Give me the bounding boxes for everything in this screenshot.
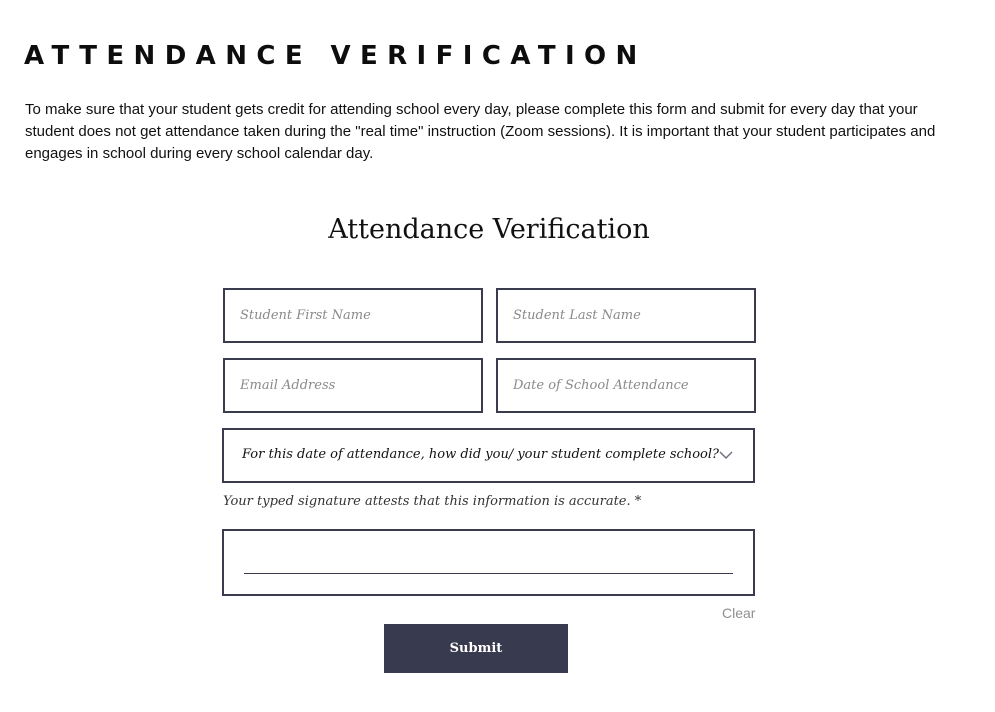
email-address-input[interactable] bbox=[223, 358, 483, 413]
signature-line bbox=[244, 573, 733, 574]
form-title: Attendance Verification bbox=[328, 214, 650, 245]
chevron-down-icon bbox=[719, 449, 733, 461]
completion-method-dropdown[interactable] bbox=[222, 428, 755, 483]
intro-text: To make sure that your student gets credit for attending school every day, please complete this form and submit for every day that your student does not get attendance taken during the "real time" instruction (Zoom sessions). It is important that your student participates and engages in school during every school calendar day. bbox=[25, 101, 936, 162]
dropdown-selected-label: For this date of attendance, how did you/ your student complete school? bbox=[242, 447, 719, 462]
attendance-date-input[interactable] bbox=[496, 358, 756, 413]
clear-signature-link[interactable]: Clear bbox=[722, 605, 756, 621]
page-heading: ATTENDANCE VERIFICATION bbox=[24, 41, 647, 71]
student-last-name-input[interactable] bbox=[496, 288, 756, 343]
student-first-name-input[interactable] bbox=[223, 288, 483, 343]
signature-pad[interactable] bbox=[222, 529, 755, 596]
signature-label: Your typed signature attests that this information is accurate. * bbox=[223, 494, 642, 509]
submit-button[interactable]: Submit bbox=[384, 624, 568, 673]
